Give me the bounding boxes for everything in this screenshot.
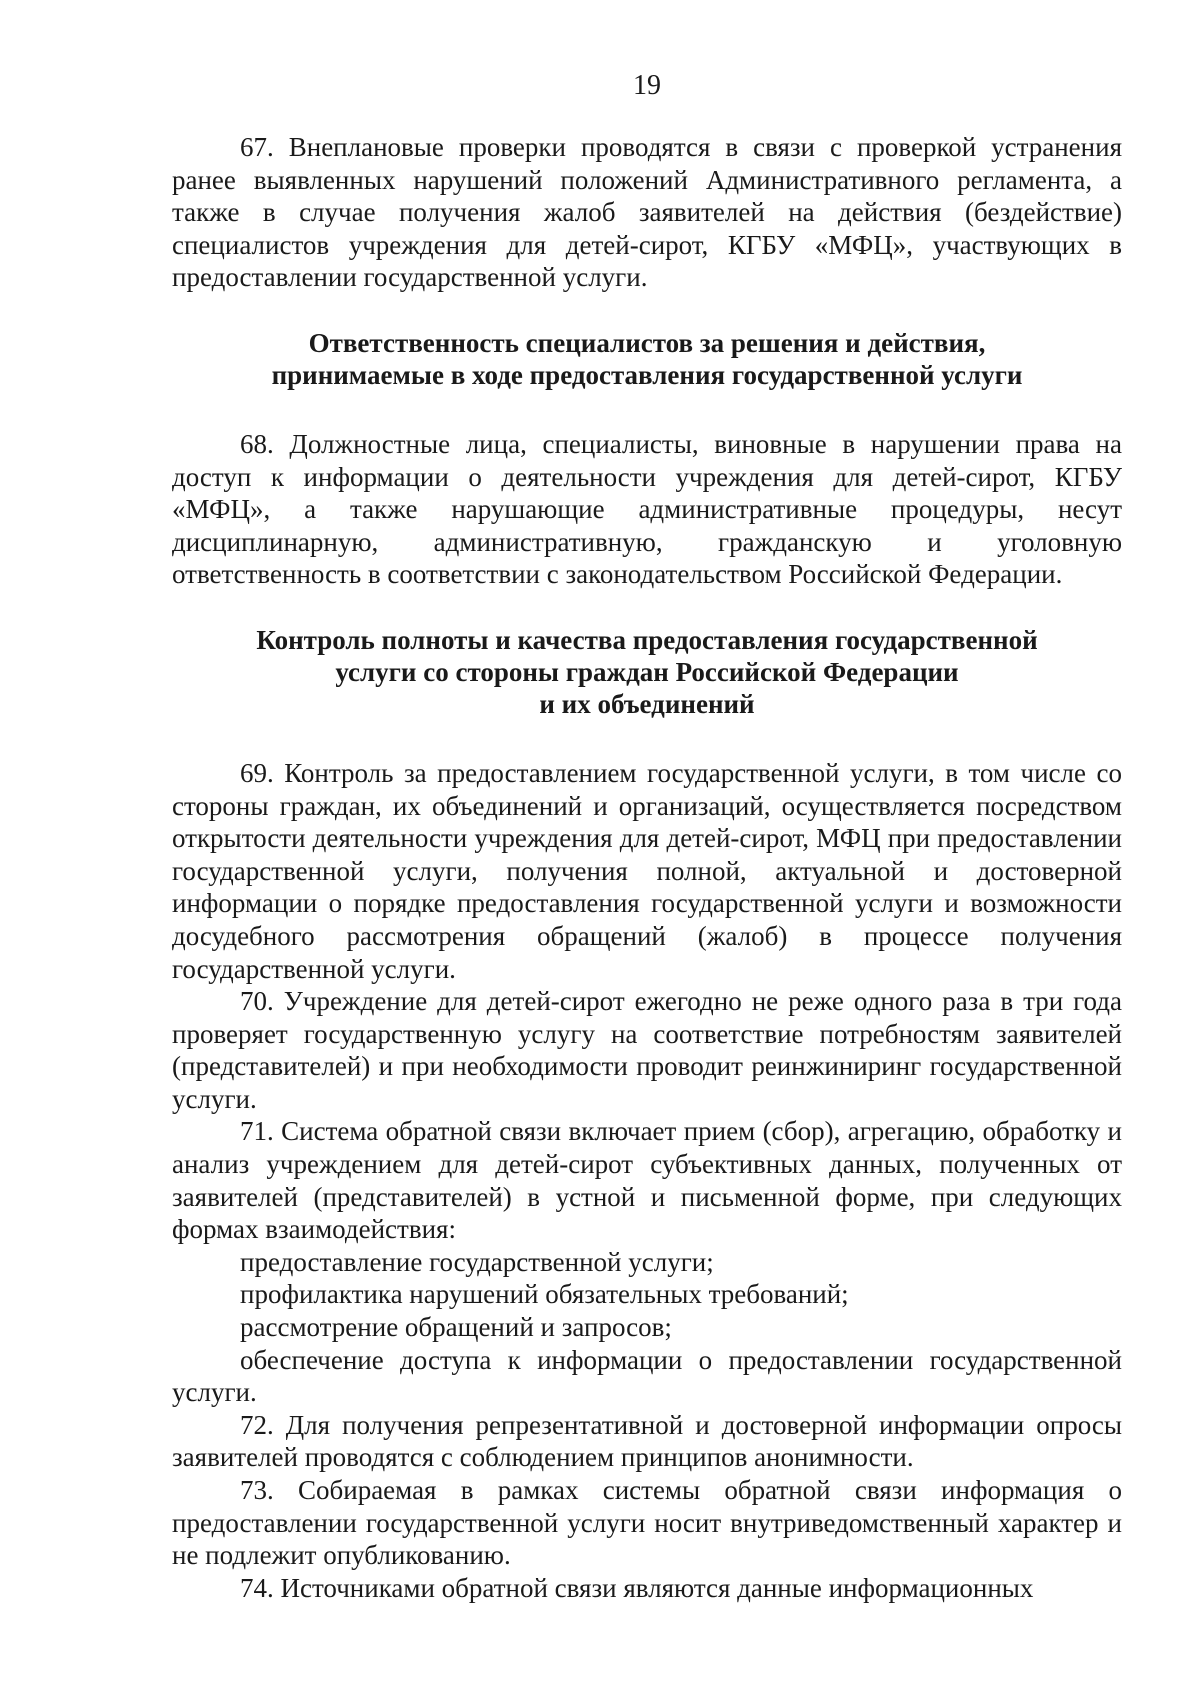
list-item: обеспечение доступа к информации о предоставлении государственной услуги. — [172, 1344, 1122, 1408]
paragraph-68: 68. Должностные лица, специалисты, виновные в нарушении права на доступ к информации о деятельности учреждения для детей-сирот, КГБУ «МФЦ», а также нарушающие административные процедуры, несут дисциплинарную, административную, гражданскую и уголовную ответственность в соответствии с законодательством Российской Федерации. — [172, 428, 1122, 590]
heading-line: и их объединений — [539, 688, 755, 719]
paragraph-73: 73. Собираемая в рамках системы обратной связи информация о предоставлении государственной услуги носит внутриведомственный характер и не подлежит опубликованию. — [172, 1475, 1122, 1571]
paragraph-67: 67. Внеплановые проверки проводятся в связи с проверкой устранения ранее выявленных нарушений положений Административного регламента, а также в случае получения жалоб заявителей на действия (бездействие) специалистов учреждения для детей-сирот, КГБУ «МФЦ», участвующих в предоставлении государственной услуги. — [172, 132, 1122, 293]
paragraph-71: 71. Система обратной связи включает прием (сбор), агрегацию, обработку и анализ учреждением для детей-сирот субъективных данных, полученных от заявителей (представителей) в устной и письменной форме, при следующих формах взаимодействия: — [172, 1116, 1122, 1245]
paragraph-74: 74. Источниками обратной связи являются данные информационных — [240, 1572, 1034, 1603]
paragraph-69: 69. Контроль за предоставлением государственной услуги, в том числе со стороны граждан, их объединений и организаций, осуществляется посредством открытости деятельности учреждения для детей-сирот, МФЦ при предоставлении государственной услуги, получения полной, актуальной и достоверной информации о порядке предоставления государственной услуги и возможности досудебного рассмотрения обращений (жалоб) в процессе получения государственной услуги. — [172, 757, 1122, 984]
paragraph-72: 72. Для получения репрезентативной и достоверной информации опросы заявителей проводятся с соблюдением принципов анонимности. — [172, 1409, 1122, 1473]
section-heading-responsibility — [172, 327, 1122, 391]
heading-line: Контроль полноты и качества предоставления государственной — [256, 624, 1038, 655]
paragraph-70: 70. Учреждение для детей-сирот ежегодно не реже одного раза в три года проверяет государственную услугу на соответствие потребностям заявителей (представителей) и при необходимости проводит реинжиниринг государственной услуги. — [172, 986, 1122, 1114]
heading-line: Ответственность специалистов за решения и действия, — [308, 327, 986, 358]
heading-line: принимаемые в ходе предоставления государственной услуги — [271, 359, 1023, 390]
list-item: рассмотрение обращений и запросов; — [240, 1312, 672, 1343]
list-item: предоставление государственной услуги; — [240, 1246, 714, 1277]
section-heading-control — [172, 624, 1122, 720]
heading-line: услуги со стороны граждан Российской Федерации — [335, 656, 959, 687]
document-body — [172, 131, 1122, 1604]
page-number: 19 — [633, 70, 661, 101]
list-item: профилактика нарушений обязательных требований; — [240, 1279, 849, 1310]
